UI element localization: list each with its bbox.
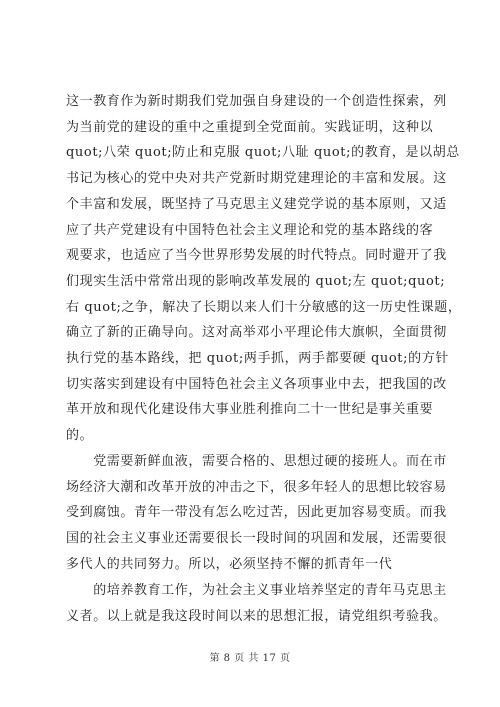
body-paragraph-3 <box>66 578 447 629</box>
text-line: 个丰富和发展，既坚持了马克思主义建党学说的基本原则，又适 <box>66 196 447 212</box>
text-line: 书记为核心的党中央对共产党新时期党建理论的丰富和发展。这 <box>66 171 447 187</box>
text-line: 的。 <box>66 428 94 444</box>
text-line: 场经济大潮和改革开放的冲击之下，很多年轻人的思想比较容易 <box>66 479 447 495</box>
text-line: 多代人的共同努力。所以，必须坚持不懈的抓青年一代 <box>66 556 393 572</box>
text-line: 的培养教育工作，为社会主义事业培养坚定的青年马克思主 <box>66 583 447 598</box>
text-line: 受到腐蚀。青年一带没有怎么吃过苦，因此更加容易变质。而我 <box>66 505 447 521</box>
text-line: 党需要新鲜血液，需要合格的、思想过硬的接班人。而在市 <box>66 454 447 469</box>
text-line: 应了共产党建设有中国特色社会主义理论和党的基本路线的客 <box>66 222 434 238</box>
text-line: 这一教育作为新时期我们党加强自身建设的一个创造性探索，列 <box>66 94 447 109</box>
page-number-footer: 第 8 页 共 17 页 <box>209 653 291 664</box>
text-line: 观要求，也适应了当今世界形势发展的时代特点。同时避开了我 <box>66 248 447 264</box>
text-line: 确立了新的正确导向。这对高举邓小平理论伟大旗帜，全面贯彻 <box>66 325 447 341</box>
text-line: 为当前党的建设的重中之重提到全党面前。实践证明，这种以 <box>66 119 434 135</box>
text-line: 国的社会主义事业还需要很长一段时间的巩固和发展，还需要很 <box>66 531 447 547</box>
body-paragraph-2 <box>66 449 447 578</box>
body-paragraph-1 <box>66 89 462 449</box>
text-line: quot;八荣 quot;防止和克服 quot;八耻 quot;的教育，是以胡总 <box>66 145 460 161</box>
text-line: 革开放和现代化建设伟大事业胜利推向二十一世纪是事关重要 <box>66 402 434 418</box>
text-line: 执行党的基本路线，把 quot;两手抓，两手都要硬 quot;的方针 <box>66 351 449 367</box>
text-line: 右 quot;之争，解决了长期以来人们十分敏感的这一历史性课题， <box>66 299 462 315</box>
text-line: 义者。以上就是我这段时间以来的思想汇报，请党组织考验我。 <box>66 608 447 624</box>
text-line: 们现实生活中常常出现的影响改革发展的 quot;左 quot;quot; <box>66 273 446 289</box>
text-line: 切实落实到建设有中国特色社会主义各项事业中去，把我国的改 <box>66 376 447 392</box>
